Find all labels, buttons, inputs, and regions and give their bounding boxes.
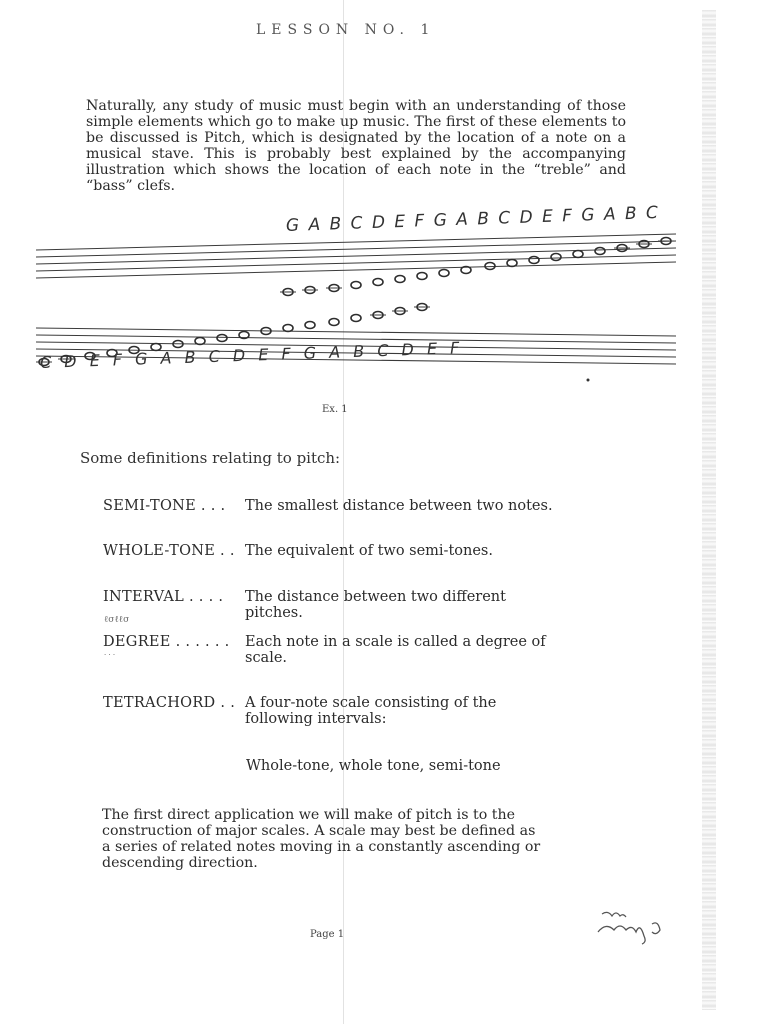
treble-note-letters: G A B C D E F G A B C D E F G A B C bbox=[285, 202, 661, 236]
definition-term: DEGREE . . . . . . bbox=[103, 634, 230, 650]
definition-term: INTERVAL . . . . bbox=[103, 589, 224, 605]
tetrachord-intervals: Whole-tone, whole tone, semi-tone bbox=[246, 758, 501, 774]
stray-dot bbox=[587, 379, 590, 382]
definition-text: The smallest distance between two notes. bbox=[245, 498, 553, 514]
definition-text: The equivalent of two semi-tones. bbox=[245, 543, 493, 559]
definition-term: WHOLE-TONE . . bbox=[103, 543, 235, 559]
handwritten-signature bbox=[594, 906, 684, 946]
treble-staff-lines bbox=[36, 234, 676, 278]
bass-note-letters: C D E F G A B C D E F G A B C D E F bbox=[39, 338, 464, 372]
definitions-heading: Some definitions relating to pitch: bbox=[80, 449, 341, 467]
page-number: Page 1 bbox=[310, 929, 345, 940]
scan-edge-artifact bbox=[702, 10, 716, 1010]
handwritten-mark: ℓσℓℓσ bbox=[104, 615, 130, 625]
closing-paragraph: The first direct application we will make of pitch is to the construction of major scales. A scale may best be defined as a series of related notes moving in a constantly ascending or descending direction. bbox=[102, 807, 541, 871]
intro-paragraph: Naturally, any study of music must begin with an understanding of those simple elements which go to make up music. The first of these elements to be discussed is Pitch, which is designated by the location of a note on a musical stave. This is probably best explained by the accompanying illustration which shows the location of each note in the “treble” and “bass” clefs. bbox=[86, 98, 626, 194]
definition-term: TETRACHORD . . bbox=[103, 695, 236, 711]
definition-term: SEMI-TONE . . . bbox=[103, 498, 226, 514]
definition-text: Each note in a scale is called a degree of scale. bbox=[245, 634, 546, 666]
handwritten-mark: · · · bbox=[104, 651, 116, 659]
lesson-header: LESSON NO. 1 bbox=[256, 22, 436, 38]
definition-text: A four-note scale consisting of the following intervals: bbox=[245, 695, 497, 727]
figure-caption: Ex. 1 bbox=[322, 404, 348, 415]
definition-text: The distance between two different pitches. bbox=[245, 589, 506, 621]
